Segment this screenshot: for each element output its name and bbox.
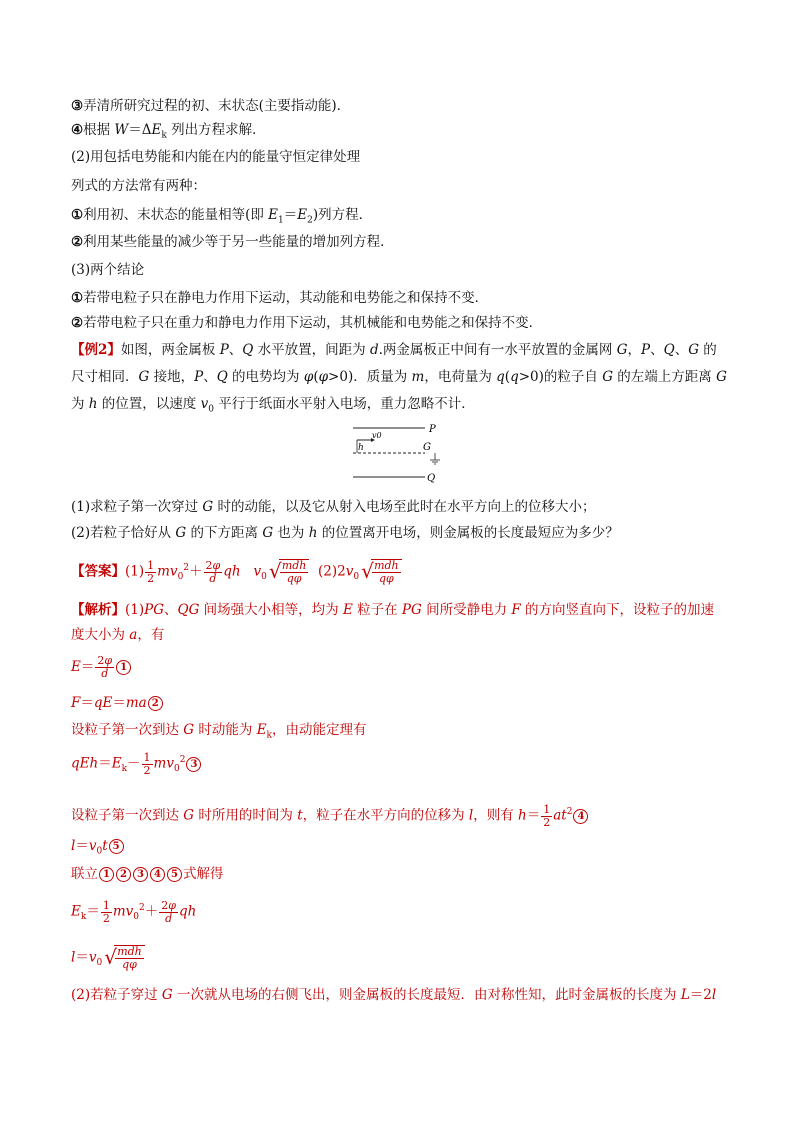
answer-line: 【答案】(1) $\frac{1}{2}$ $mv_0^2+$ $\frac{2\varphi}{d}$ qh $v_0$ √ $\frac{\text{mdh}}{q\varphi}$ $(2)2v_0$ √ $\frac{\text{mdh}}{q\varphi}$: [71, 558, 402, 587]
result-1: $E_k=$ $\frac{1}{2}$ $mv_0^2+$ $\frac{2\varphi}{d}$ qh: [71, 898, 197, 925]
section-2-heading: (2)用包括电势能和内能在内的能量守恒定律处理: [71, 149, 361, 165]
equation-2: F＝qE＝ma 2: [71, 693, 164, 713]
conclusion-2: ②若带电粒子只在重力和静电力作用下运动，其机械能和电势能之和保持不变．: [71, 315, 543, 331]
step-3: ③弄清所研究过程的初、末状态(主要指动能)．: [71, 98, 351, 114]
result-2: $l=v_0$ √ $\frac{\text{mdh}}{q\varphi}$: [71, 945, 145, 973]
conclusion-1: ①若带电粒子只在静电力作用下运动，其动能和电势能之和保持不变．: [71, 290, 489, 306]
solution-line-2: 度大小为 a，有: [71, 627, 165, 643]
method-1: ①利用初、末状态的能量相等(即 $E_1=E_2$)列方程．: [71, 207, 373, 226]
equation-3: $qEh=E_k-$ $\frac{1}{2}$ $mv_0^2$ 3: [71, 750, 202, 779]
method-intro: 列式的方法常有两种：: [71, 178, 206, 194]
solution-line-3: 设粒子第一次到达 G 时动能为 $E_k$，由动能定理有: [71, 722, 367, 741]
plates-diagram: [345, 420, 455, 485]
label-g: G: [423, 442, 431, 453]
method-2: ②利用某些能量的减少等于另一些能量的增加列方程．: [71, 234, 394, 250]
solution-line-4: 设粒子第一次到达 G 时所用的时间为 t，粒子在水平方向的位移为 l，则有 h＝ $\frac{1}{2}$ $at^2$ 4: [71, 802, 589, 829]
solution-line-5: 联立 1 2 3 4 5 式解得: [71, 866, 224, 882]
question-2: (2)若粒子恰好从 G 的下方距离 G 也为 h 的位置离开电场，则金属板的长度最短应为多少？: [71, 525, 619, 541]
solution-tag: 【解析】: [71, 602, 125, 618]
label-p: P: [429, 424, 436, 435]
answer-tag: 【答案】: [71, 563, 125, 580]
example-line-2: 尺寸相同．G 接地，P、Q 的电势均为 φ(φ>0)．质量为 m，电荷量为 q(q>0)的粒子自 G 的左端上方距离 G: [71, 369, 727, 385]
equation-5: $l=v_0t$ 5: [71, 836, 125, 862]
step-4: ④根据 $W=\Delta E_k$ 列出方程求解．: [71, 122, 266, 141]
label-h: h: [358, 443, 364, 453]
example-line-1: 【例2】如图，两金属板 P、Q 水平放置，间距为 d.两金属板正中间有一水平放置的金属网 G，P、Q、G 的: [71, 342, 717, 358]
example-tag: 【例2】: [71, 342, 121, 358]
example-line-3: 为 h 的位置，以速度 $v_0$ 平行于纸面水平射入电场，重力忽略不计．: [71, 396, 475, 415]
label-v0: v0: [372, 431, 382, 440]
solution-line-6: (2)若粒子穿过 G 一次就从电场的右侧飞出，则金属板的长度最短．由对称性知，此时金属板的长度为 L＝2l: [71, 987, 717, 1003]
label-q: Q: [427, 473, 436, 484]
equation-1: E＝ $\frac{2\varphi}{d}$ 1: [71, 655, 132, 680]
solution-line-1: 【解析】(1)PG、QG 间场强大小相等，均为 E 粒子在 PG 间所受静电力 F 的方向竖直向下，设粒子的加速: [71, 602, 715, 618]
section-3-heading: (3)两个结论: [71, 262, 145, 278]
question-1: (1)求粒子第一次穿过 G 时的动能，以及它从射入电场至此时在水平方向上的位移大小；: [71, 499, 596, 515]
